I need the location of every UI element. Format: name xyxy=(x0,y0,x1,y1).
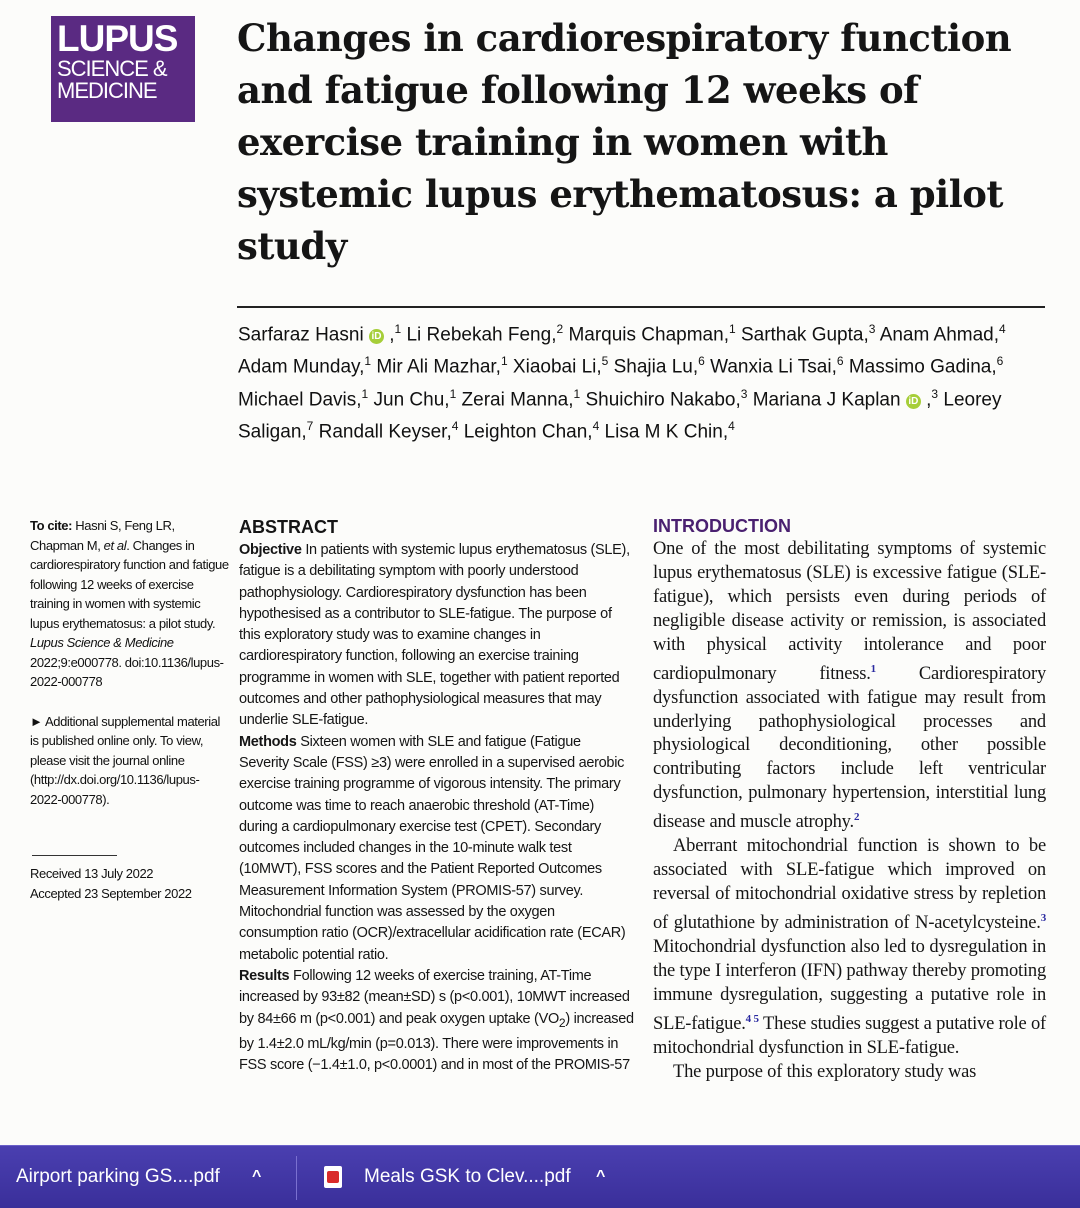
intro-p2-text-c: These studies suggest a putative role of mitochondrial dysfunction in SLE-fatigue. xyxy=(653,1013,1046,1058)
affiliation-marker: 2 xyxy=(556,322,564,336)
author-name[interactable]: Xiaobai Li xyxy=(512,356,597,378)
affiliation-marker: 1 xyxy=(500,354,508,369)
author-name[interactable]: Shajia Lu xyxy=(613,356,693,378)
objective-label: Objective xyxy=(239,542,302,558)
author-name[interactable]: Sarthak Gupta xyxy=(740,324,864,346)
article-title: Changes in cardiorespiratory function and fatigue following 12 weeks of exercise training in women with systemic lupus erythematosus: a pilot study xyxy=(237,16,1012,268)
cite-ref: 2022;9:e000778. doi:10.1136/lupus-2022-000778 xyxy=(30,654,224,689)
pdf-file-icon xyxy=(324,1166,342,1188)
download-filename-2: Meals GSK to Clev....pdf xyxy=(364,1166,571,1187)
affiliation-marker: 1 xyxy=(728,322,736,336)
results-text-a: Following 12 weeks of exercise training, AT-Time increased by 93±82 (mean±SD) s (p<0.001), 10MWT increased by 84±66 m (p<0.001) and peak oxygen uptake (VO xyxy=(239,967,630,1027)
methods-label: Methods xyxy=(239,733,297,750)
logo-line-1: LUPUS xyxy=(57,18,178,59)
author-name[interactable]: Li Rebekah Feng xyxy=(406,324,552,346)
orcid-icon[interactable]: iD xyxy=(369,329,384,344)
ref-link-3[interactable]: 3 xyxy=(1040,911,1046,924)
author-name[interactable]: Marquis Chapman xyxy=(568,324,724,346)
chevron-up-icon: ^ xyxy=(252,1168,262,1185)
affiliation-marker: 6 xyxy=(698,354,705,369)
download-item-airport[interactable] xyxy=(16,1146,220,1208)
chevron-up-icon: ^ xyxy=(596,1168,606,1185)
download-item-meals[interactable] xyxy=(324,1146,571,1208)
journal-logo xyxy=(51,16,195,122)
download-menu-2[interactable] xyxy=(596,1146,605,1208)
abstract-section xyxy=(239,514,634,1076)
citation-text xyxy=(30,516,230,692)
author-name[interactable]: Sarfaraz Hasni xyxy=(238,324,364,346)
intro-p2-text-a: Aberrant mitochondrial function is shown to be associated with SLE-fatigue which improved on reversal of mitochondrial oxidative stress by repletion of glutathione by administration of N-acetylcysteine. xyxy=(653,836,1046,934)
logo-line-2: SCIENCE & xyxy=(57,56,167,81)
introduction-heading: INTRODUCTION xyxy=(653,516,791,536)
affiliation-marker: 4 xyxy=(592,418,600,433)
intro-p1-text-a: One of the most debilitating symptoms of systemic lupus erythematosus (SLE) is excessive fatigue (SLE-fatigue), which persists even during periods of negligible disease activity or remission, is associated with physical activity intolerance and poor cardiopulmonary fitness. xyxy=(653,539,1046,684)
arrow-icon: ► xyxy=(30,713,43,729)
sidebar-divider xyxy=(32,855,117,856)
intro-p1-text-b: Cardiorespiratory dysfunction associated with fatigue may result from underlying pathophysiological processes and physiological deconditioning, other possible contributing factors include left ventricular dysfunction, pulmonary hypertension, interstitial lung disease and muscle atrophy. xyxy=(653,663,1046,833)
author-name[interactable]: Massimo Gadina xyxy=(848,356,992,378)
download-bar xyxy=(0,1145,1080,1208)
download-menu-1[interactable] xyxy=(252,1146,261,1208)
ref-link-4-5[interactable]: 4 5 xyxy=(745,1012,759,1025)
objective-text: In patients with systemic lupus erythematosus (SLE), fatigue is a debilitating symptom with poorly understood pathophysiology. Cardiorespiratory dysfunction has been hypothesised as a contributor to SLE-fatigue. The purpose of this exploratory study was to examine changes in cardiorespiratory function, following an exercise training programme in women with SLE, together with patient reported outcomes and other pathophysiological measures that may underlie SLE-fatigue. xyxy=(239,542,630,729)
download-filename-1: Airport parking GS....pdf xyxy=(16,1166,220,1187)
abstract-heading: ABSTRACT xyxy=(239,517,338,537)
affiliation-marker: 3 xyxy=(740,386,748,401)
affiliation-marker: 6 xyxy=(996,354,1004,369)
supplemental-text: Additional supplemental material is published online only. To view, please visit the journal online (http://dx.doi.org/10.1136/lupus-2022-000778). xyxy=(30,713,221,807)
results-text-b: ) increased by 1.4±2.0 mL/kg/min (p=0.013). There were improvements in FSS score (−1.4±1.0, p<0.0001) and in most of the PROMIS-57 xyxy=(239,1010,634,1074)
affiliation-marker: 6 xyxy=(836,354,844,369)
author-list: Sarfaraz Hasni iD ,$^1$ Li Rebekah Feng,$^2$ Marquis Chapman,$^1$ Sarthak Gupta,$^3$ Anam Ahmad,$^4$ Adam Munday,$^1$ Mir Ali Mazhar,$^1$ Xiaobai Li,$^5$ Shajia Lu,$^6$ Wanxia Li Tsai,$^6$ Massimo Gadina,$^6$ Michael Davis,$^1$ Jun Chu,$^1$ Zerai Manna,$^1$ Shuichiro Nakabo,$^3$ Mariana J Kaplan iD ,$^3$ Leorey Saligan,$^7$ Randall Keyser,$^4$ Leighton Chan,$^4$ Lisa M K Chin,$^4$ xyxy=(238,322,1006,443)
affiliation-marker: 1 xyxy=(573,386,581,401)
results-label: Results xyxy=(239,967,290,984)
intro-p2-text-b: Mitochondrial dysfunction also led to dysregulation in the type I interferon (IFN) pathway thereby promoting immune dysregulation, suggesting a putative role in SLE-fatigue. xyxy=(653,936,1046,1034)
ref-link-1[interactable]: 1 xyxy=(870,662,876,675)
citation-sidebar xyxy=(30,516,230,903)
affiliation-marker: 3 xyxy=(868,322,876,336)
affiliation-marker: 1 xyxy=(449,386,457,401)
methods-text: Sixteen women with SLE and fatigue (Fatigue Severity Scale (FSS) ≥3) were enrolled in a supervised aerobic exercise training programme of vigorous intensity. The primary outcome was time to reach anaerobic threshold (AT-Time) during a cardiopulmonary exercise test (CPET). Secondary outcomes included changes in the 10-minute walk test (10MWT), FSS scores and the Patient Reported Outcomes Measurement Information System (PROMIS-57) survey. Mitochondrial function was assessed by the oxygen consumption ratio (OCR)/extracellular acidification rate (ECAR) metabolic potential ratio. xyxy=(239,733,626,963)
author-name[interactable]: Randall Keyser xyxy=(318,421,447,443)
affiliation-marker: 7 xyxy=(306,418,314,433)
affiliation-marker: 1 xyxy=(364,354,372,369)
intro-paragraph-3: The purpose of this exploratory study was xyxy=(673,1061,977,1082)
orcid-icon[interactable]: iD xyxy=(906,394,921,409)
results-subscript: 2 xyxy=(558,1015,566,1030)
author-name[interactable]: Anam Ahmad xyxy=(879,324,994,346)
affiliation-marker: 4 xyxy=(999,322,1006,336)
intro-paragraph-1 xyxy=(653,538,1046,835)
affiliation-marker: 1 xyxy=(394,322,402,336)
author-name[interactable]: Leighton Chan xyxy=(463,421,588,443)
logo-line-3: MEDICINE xyxy=(57,78,157,103)
download-separator xyxy=(296,1156,297,1200)
abstract-methods xyxy=(239,732,634,966)
abstract-results xyxy=(239,966,634,1076)
author-name[interactable]: Zerai Manna xyxy=(461,388,569,410)
cite-title: . Changes in cardiorespiratory function and fatigue following 12 weeks of exercise training in women with systemic lupus erythematosus: a pilot study. xyxy=(30,537,229,631)
author-name[interactable]: Mariana J Kaplan xyxy=(752,388,901,410)
ref-link-2[interactable]: 2 xyxy=(853,811,860,824)
author-name[interactable]: Shuichiro Nakabo xyxy=(585,388,736,410)
author-name[interactable]: Jun Chu xyxy=(373,388,445,410)
title-divider xyxy=(237,306,1045,308)
author-name[interactable]: Leorey Saligan xyxy=(238,388,1002,443)
supplemental-note xyxy=(30,712,230,810)
affiliation-marker: 1 xyxy=(361,386,369,401)
author-name[interactable]: Wanxia Li Tsai xyxy=(710,356,832,378)
author-name[interactable]: Michael Davis xyxy=(238,388,357,410)
introduction-section xyxy=(653,514,1046,1085)
affiliation-marker: 4 xyxy=(728,418,735,433)
affiliation-marker: 5 xyxy=(601,354,609,369)
author-name[interactable]: Lisa M K Chin xyxy=(604,421,723,443)
received-date: Received 13 July 2022 xyxy=(30,866,154,881)
cite-etal: et al xyxy=(103,537,127,553)
abstract-objective xyxy=(239,540,634,732)
cite-label: To cite: xyxy=(30,518,73,533)
affiliation-marker: 3 xyxy=(931,386,939,401)
author-name[interactable]: Mir Ali Mazhar xyxy=(376,356,496,378)
accepted-date: Accepted 23 September 2022 xyxy=(30,885,192,901)
cite-authors: Hasni S, Feng LR, Chapman M, xyxy=(30,518,175,553)
author-name[interactable]: Adam Munday xyxy=(238,356,360,378)
intro-paragraph-2 xyxy=(653,835,1046,1060)
cite-journal: Lupus Science & Medicine xyxy=(30,635,174,650)
affiliation-marker: 4 xyxy=(451,418,459,433)
